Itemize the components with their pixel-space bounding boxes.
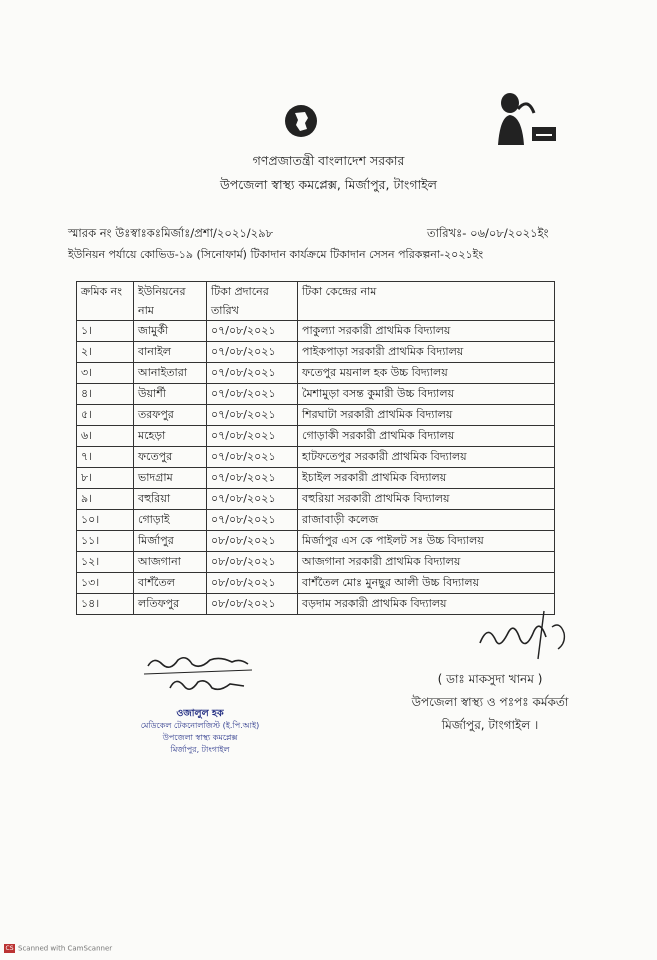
union-cell: ফতেপুর [134,447,207,468]
date-cell: ০৭/০৮/২০২১ [207,489,298,510]
table-row [77,468,555,489]
centre-cell: বহুরিয়া সরকারী প্রাথমিক বিদ্যালয় [298,489,555,510]
union-cell: ভাদগ্রাম [134,468,207,489]
centre-cell: আজগানা সরকারী প্রাথমিক বিদ্যালয় [298,552,555,573]
serial-cell: ৩। [77,363,134,384]
header-union: ইউনিয়নের নাম [134,282,207,321]
serial-cell: ৯। [77,489,134,510]
date-cell: ০৭/০৮/২০২১ [207,426,298,447]
serial-cell: ২। [77,342,134,363]
table-row [77,510,555,531]
table-row [77,363,555,384]
officer-block [395,668,585,737]
table-header-row [77,282,555,321]
centre-cell: পাকুল্যা সরকারী প্রাথমিক বিদ্যালয় [298,321,555,342]
date-cell: ০৭/০৮/২০২১ [207,468,298,489]
scanner-watermark [4,944,112,953]
centre-cell: মির্জাপুর এস কে পাইলট সঃ উচ্চ বিদ্যালয় [298,531,555,552]
scanner-label: Scanned with CamScanner [18,944,113,953]
date-cell: ০৭/০৮/২০২১ [207,447,298,468]
date-cell: ০৮/০৮/২০২১ [207,594,298,615]
serial-cell: ৫। [77,405,134,426]
table-row [77,405,555,426]
date-cell: ০৭/০৮/২০২১ [207,363,298,384]
left-signature [140,652,270,702]
serial-cell: ১৩। [77,573,134,594]
stamp-line3: মির্জাপুর, টাংগাইল [170,745,230,754]
table-row [77,426,555,447]
centre-cell: রাজাবাড়ী কলেজ [298,510,555,531]
date-cell: ০৮/০৮/২০২১ [207,552,298,573]
serial-cell: ১৪। [77,594,134,615]
stamp-name: ওজালুল হক [176,708,224,719]
govt-heading: গণপ্রজাতন্ত্রী বাংলাদেশ সরকার [252,153,405,168]
vaccination-schedule-table [76,281,555,615]
centre-cell: ফতেপুর ময়নাল হক উচ্চ বিদ্যালয় [298,363,555,384]
stamp-line1: মেডিকেল টেকনোলজিস্ট (ই.পি.আই) [140,721,260,730]
date-cell: ০৭/০৮/২০২১ [207,321,298,342]
memo-number: স্মারক নং উঃস্বাঃকঃমির্জাঃ/প্রশা/২০২১/২৯৮ [68,226,274,240]
centre-cell: শিরঘাটা সরকারী প্রাথমিক বিদ্যালয় [298,405,555,426]
date-cell: ০৭/০৮/২০২১ [207,342,298,363]
memo-date: তারিখঃ- ০৬/০৮/২০২১ইং [427,226,549,240]
table-row [77,573,555,594]
portrait-logo-icon [488,87,560,147]
serial-cell: ১২। [77,552,134,573]
serial-cell: ১০। [77,510,134,531]
centre-cell: গোড়াকী সরকারী প্রাথমিক বিদ্যালয় [298,426,555,447]
union-cell: বাশঁতৈল [134,573,207,594]
date-cell: ০৮/০৮/২০২১ [207,531,298,552]
union-cell: তরফপুর [134,405,207,426]
table-row [77,489,555,510]
memo-subject: ইউনিয়ন পর্যায়ে কোভিড-১৯ (সিনোফার্ম) টিকাদান কার্যক্রমে টিকাদান সেসন পরিকল্পনা-২০২১ইং [68,248,484,261]
serial-cell: ১। [77,321,134,342]
centre-cell: পাইকপাড়া সরকারী প্রাথমিক বিদ্যালয় [298,342,555,363]
union-cell: উয়ার্শী [134,384,207,405]
union-cell: মির্জাপুর [134,531,207,552]
table-row [77,447,555,468]
serial-cell: ৬। [77,426,134,447]
officer-location: মির্জাপুর, টাংগাইল । [441,718,539,732]
officer-designation: উপজেলা স্বাস্থ্য ও পঃপঃ কর্মকর্তা [411,695,569,709]
centre-cell: বড়দাম সরকারী প্রাথমিক বিদ্যালয় [298,594,555,615]
right-signature [474,603,574,663]
table-row [77,342,555,363]
date-cell: ০৭/০৮/২০২১ [207,510,298,531]
centre-cell: বাশঁতৈল মোঃ মুনছুর আলী উচ্চ বিদ্যালয় [298,573,555,594]
stamp-line2: উপজেলা স্বাস্থ্য কমপ্লেক্স [162,733,238,742]
date-cell: ০৭/০৮/২০২১ [207,384,298,405]
union-cell: বানাইল [134,342,207,363]
union-cell: গোড়াই [134,510,207,531]
union-cell: আজগানা [134,552,207,573]
date-cell: ০৮/০৮/২০২১ [207,573,298,594]
officer-name: ( ডাঃ মাকসুদা খানম ) [437,672,543,686]
union-cell: লতিফপুর [134,594,207,615]
header-serial: ক্রমিক নং [77,282,134,321]
centre-cell: মৈশামুড়া বসন্ত কুমারী উচ্চ বিদ্যালয় [298,384,555,405]
camscanner-logo-icon: CS [5,945,14,952]
header-date: টিকা প্রদানের তারিখ [207,282,298,321]
union-cell: জামুর্কী [134,321,207,342]
bangladesh-emblem-icon [283,103,319,139]
centre-cell: ইচাইল সরকারী প্রাথমিক বিদ্যালয় [298,468,555,489]
table-row [77,552,555,573]
officer-stamp [130,708,270,756]
serial-cell: ৪। [77,384,134,405]
union-cell: আনাইতারা [134,363,207,384]
table-row [77,531,555,552]
table-row [77,321,555,342]
header-centre: টিকা কেন্দ্রের নাম [298,282,555,321]
serial-cell: ১১। [77,531,134,552]
centre-cell: হাটফতেপুর সরকারী প্রাথমিক বিদ্যালয় [298,447,555,468]
serial-cell: ৮। [77,468,134,489]
serial-cell: ৭। [77,447,134,468]
date-cell: ০৭/০৮/২০২১ [207,405,298,426]
office-heading: উপজেলা স্বাস্থ্য কমপ্লেক্স, মির্জাপুর, টাংগাইল [220,177,437,192]
union-cell: বহুরিয়া [134,489,207,510]
union-cell: মহেড়া [134,426,207,447]
table-row [77,384,555,405]
